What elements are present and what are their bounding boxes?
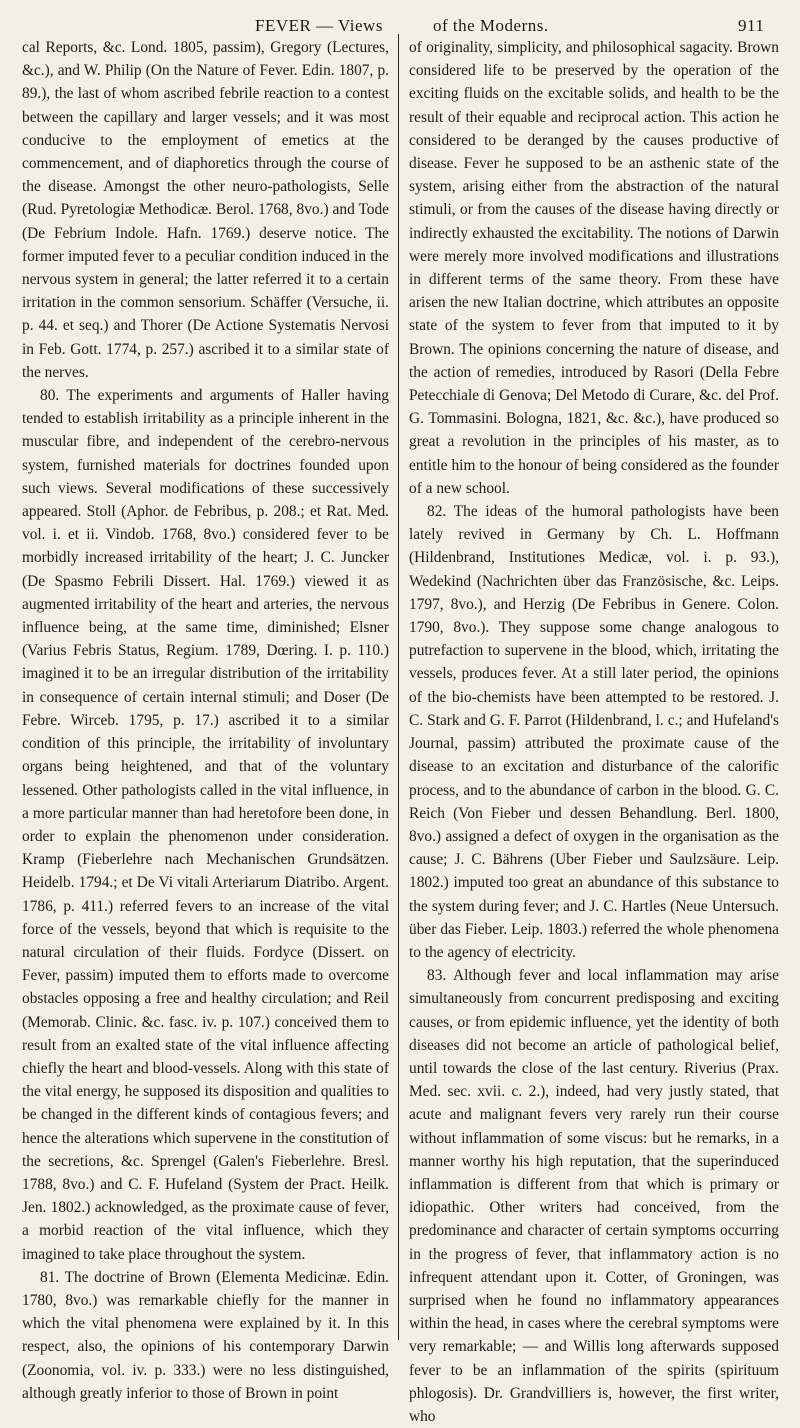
page-number: 911 <box>738 16 765 35</box>
paragraph: 80. The experiments and arguments of Haller having tended to establish irritability as a principle inherent in the muscular fibre, and independent of the cerebro-nervous system, furnished materials for doctrines founded upon such views. Several modifications of these successively appeared. Stoll (Aphor. de Febribus, p. 208.; et Rat. Med. vol. i. et ii. Vindob. 1768, 8vo.) considered fever to be morbidly increased irritability of the heart; J. C. Juncker (De Spasmo Febrili Dissert. Hal. 1769.) viewed it as augmented irritability of the heart and arteries, the nervous influence being, at the same time, diminished; Elsner (Varius Febris Status, Regium. 1789, Dœring. I. p. 110.) imagined it to be an irregular distribution of the irritability in consequence of certain internal stimuli; and Doser (De Febre. Wirceb. 1795, p. 17.) ascribed it to a similar condition of this principle, the irritability of involuntary organs being heightened, and that of the voluntary lessened. Other pathologists called in the vital influence, in a more particular manner than had heretofore been done, in order to explain the phenomenon under consideration. Kramp (Fieberlehre nach Mechanischen Grundsätzen. Heidelb. 1794.; et De Vi vitali Arteriarum Diatribo. Argent. 1786, p. 411.) referred fevers to an increase of the vital force of the vessels, beyond that which is requisite to the natural circulation of their fluids. Fordyce (Dissert. on Fever, passim) imputed them to efforts made to overcome obstacles opposing a free and healthy circulation; and Reil (Memorab. Clinic. &c. fasc. iv. p. 107.) conceived them to result from an exalted state of the vital influence affecting chiefly the heart and blood-vessels. Along with this state of the vital energy, he supposed its disposition and qualities to be changed in the different kinds of contagious fevers; and hence the alterations which supervene in the constitution of the secretions, &c. Sprengel (Galen's Fieberlehre. Bresl. 1788, 8vo.) and C. F. Hufeland (System der Pract. Heilk. Jen. 1802.) acknowledged, as the proximate cause of fever, a morbid reaction of the vital influence, which they imagined to take place throughout the system. <box>22 387 389 1263</box>
column-divider <box>398 34 399 1340</box>
header-left-title: FEVER — Views <box>255 16 383 35</box>
left-column <box>22 36 389 1405</box>
right-column <box>409 36 779 1428</box>
running-header <box>0 8 800 38</box>
header-right-title: of the Moderns. <box>433 16 549 35</box>
paragraph: 82. The ideas of the humoral pathologists have been lately revived in Germany by Ch. L. Hoffmann (Hildenbrand, Institutiones Medicæ, vol. i. p. 93.), Wedekind (Nachrichten über das Französische, &c. Leips. 1797, 8vo.), and Herzig (De Febribus in Genere. Colon. 1790, 8vo.). They suppose some change analogous to putrefaction to supervene in the blood, which, irritating the vessels, produces fever. At a still later period, the opinions of the bio-chemists have been attempted to be restored. J. C. Stark and G. F. Parrot (Hildenbrand, l. c.; and Hufeland's Journal, passim) attributed the proximate cause of the disease to an excitation and disturbance of the calorific process, and to the abundance of carbon in the blood. G. C. Reich (Von Fieber und dessen Behandlung. Berl. 1800, 8vo.) assigned a defect of oxygen in the organisation as the cause; J. C. Bährens (Uber Fieber und Saulzsäure. Leip. 1802.) imputed too great an abundance of this substance to the system during fever; and J. C. Hartles (Neue Untersuch. über das Fieber. Leip. 1803.) referred the whole phenomena to the agency of electricity. <box>409 503 779 961</box>
paragraph: 83. Although fever and local inflammation may arise simultaneously from concurrent predisposing and exciting causes, or from epidemic influence, yet the identity of both diseases did not become an article of pathological belief, until towards the close of the last century. Riverius (Prax. Med. sec. xvii. c. 2.), indeed, had very justly stated, that acute and malignant fevers very rarely run their course without inflammation of some viscus: but he remarks, in a manner worthy his high reputation, that the superinduced inflammation is different from that which is primary or idiopathic. Other writers had conceived, from the predominance and character of certain symptoms occurring in the progress of fever, that inflammatory action is no infrequent attendant upon it. Cotter, of Groningen, was surprised when he found no inflammatory appearances within the head, in cases where the cerebral symptoms were very remarkable; — and Willis long afterwards supposed fever to be an inflammation of the spirits (spirituum phlogosis). Dr. Grandvilliers is, however, the first writer, who <box>409 967 779 1425</box>
paragraph: cal Reports, &c. Lond. 1805, passim), Gregory (Lectures, &c.), and W. Philip (On the Nature of Fever. Edin. 1807, p. 89.), the last of whom ascribed febrile reaction to a contest between the capillary and larger vessels; and it was most conducive to the employment of emetics at the commencement, and of diaphoretics through the course of the disease. Amongst the other neuro-pathologists, Selle (Rud. Pyretologiæ Methodicæ. Berol. 1768, 8vo.) and Tode (De Febrium Indole. Hafn. 1769.) deserve notice. The former imputed fever to a peculiar condition induced in the nervous system in general; the latter referred it to a certain irritation in the common sensorium. Schäffer (Versuche, ii. p. 44. et seq.) and Thorer (De Actione Systematis Nervosi in Feb. Gott. 1774, p. 257.) ascribed it to a similar state of the nerves. <box>22 39 389 381</box>
paragraph: of originality, simplicity, and philosophical sagacity. Brown considered life to be preserved by the operation of the exciting fluids on the excitable solids, and health to be the result of their equable and reciprocal action. This action he considered to be deranged by the causes productive of disease. Fever he supposed to be an asthenic state of the system, arising either from the abstraction of the natural stimuli, or from the causes of the disease having directly or indirectly exhausted the excitability. The notions of Darwin were merely more involved modifications and illustrations in different terms of the same theory. From these have arisen the new Italian doctrine, which attributes an opposite state of the system to fever from that imputed to it by Brown. The opinions concerning the nature of disease, and the action of remedies, introduced by Rasori (Della Febre Petecchiale di Genova; Del Metodo di Curare, &c. del Prof. G. Tommasini. Bologna, 1821, &c. &c.), have produced so great a revolution in the principles of his master, as to entitle him to the honour of being considered as the founder of a new school. <box>409 39 779 497</box>
paragraph: 81. The doctrine of Brown (Elementa Medicinæ. Edin. 1780, 8vo.) was remarkable chiefly for the manner in which the vital phenomena were explained by it. In this respect, also, the opinions of his contemporary Darwin (Zoonomia, vol. iv. p. 333.) were no less distinguished, although greatly inferior to those of Brown in point <box>22 1268 389 1402</box>
